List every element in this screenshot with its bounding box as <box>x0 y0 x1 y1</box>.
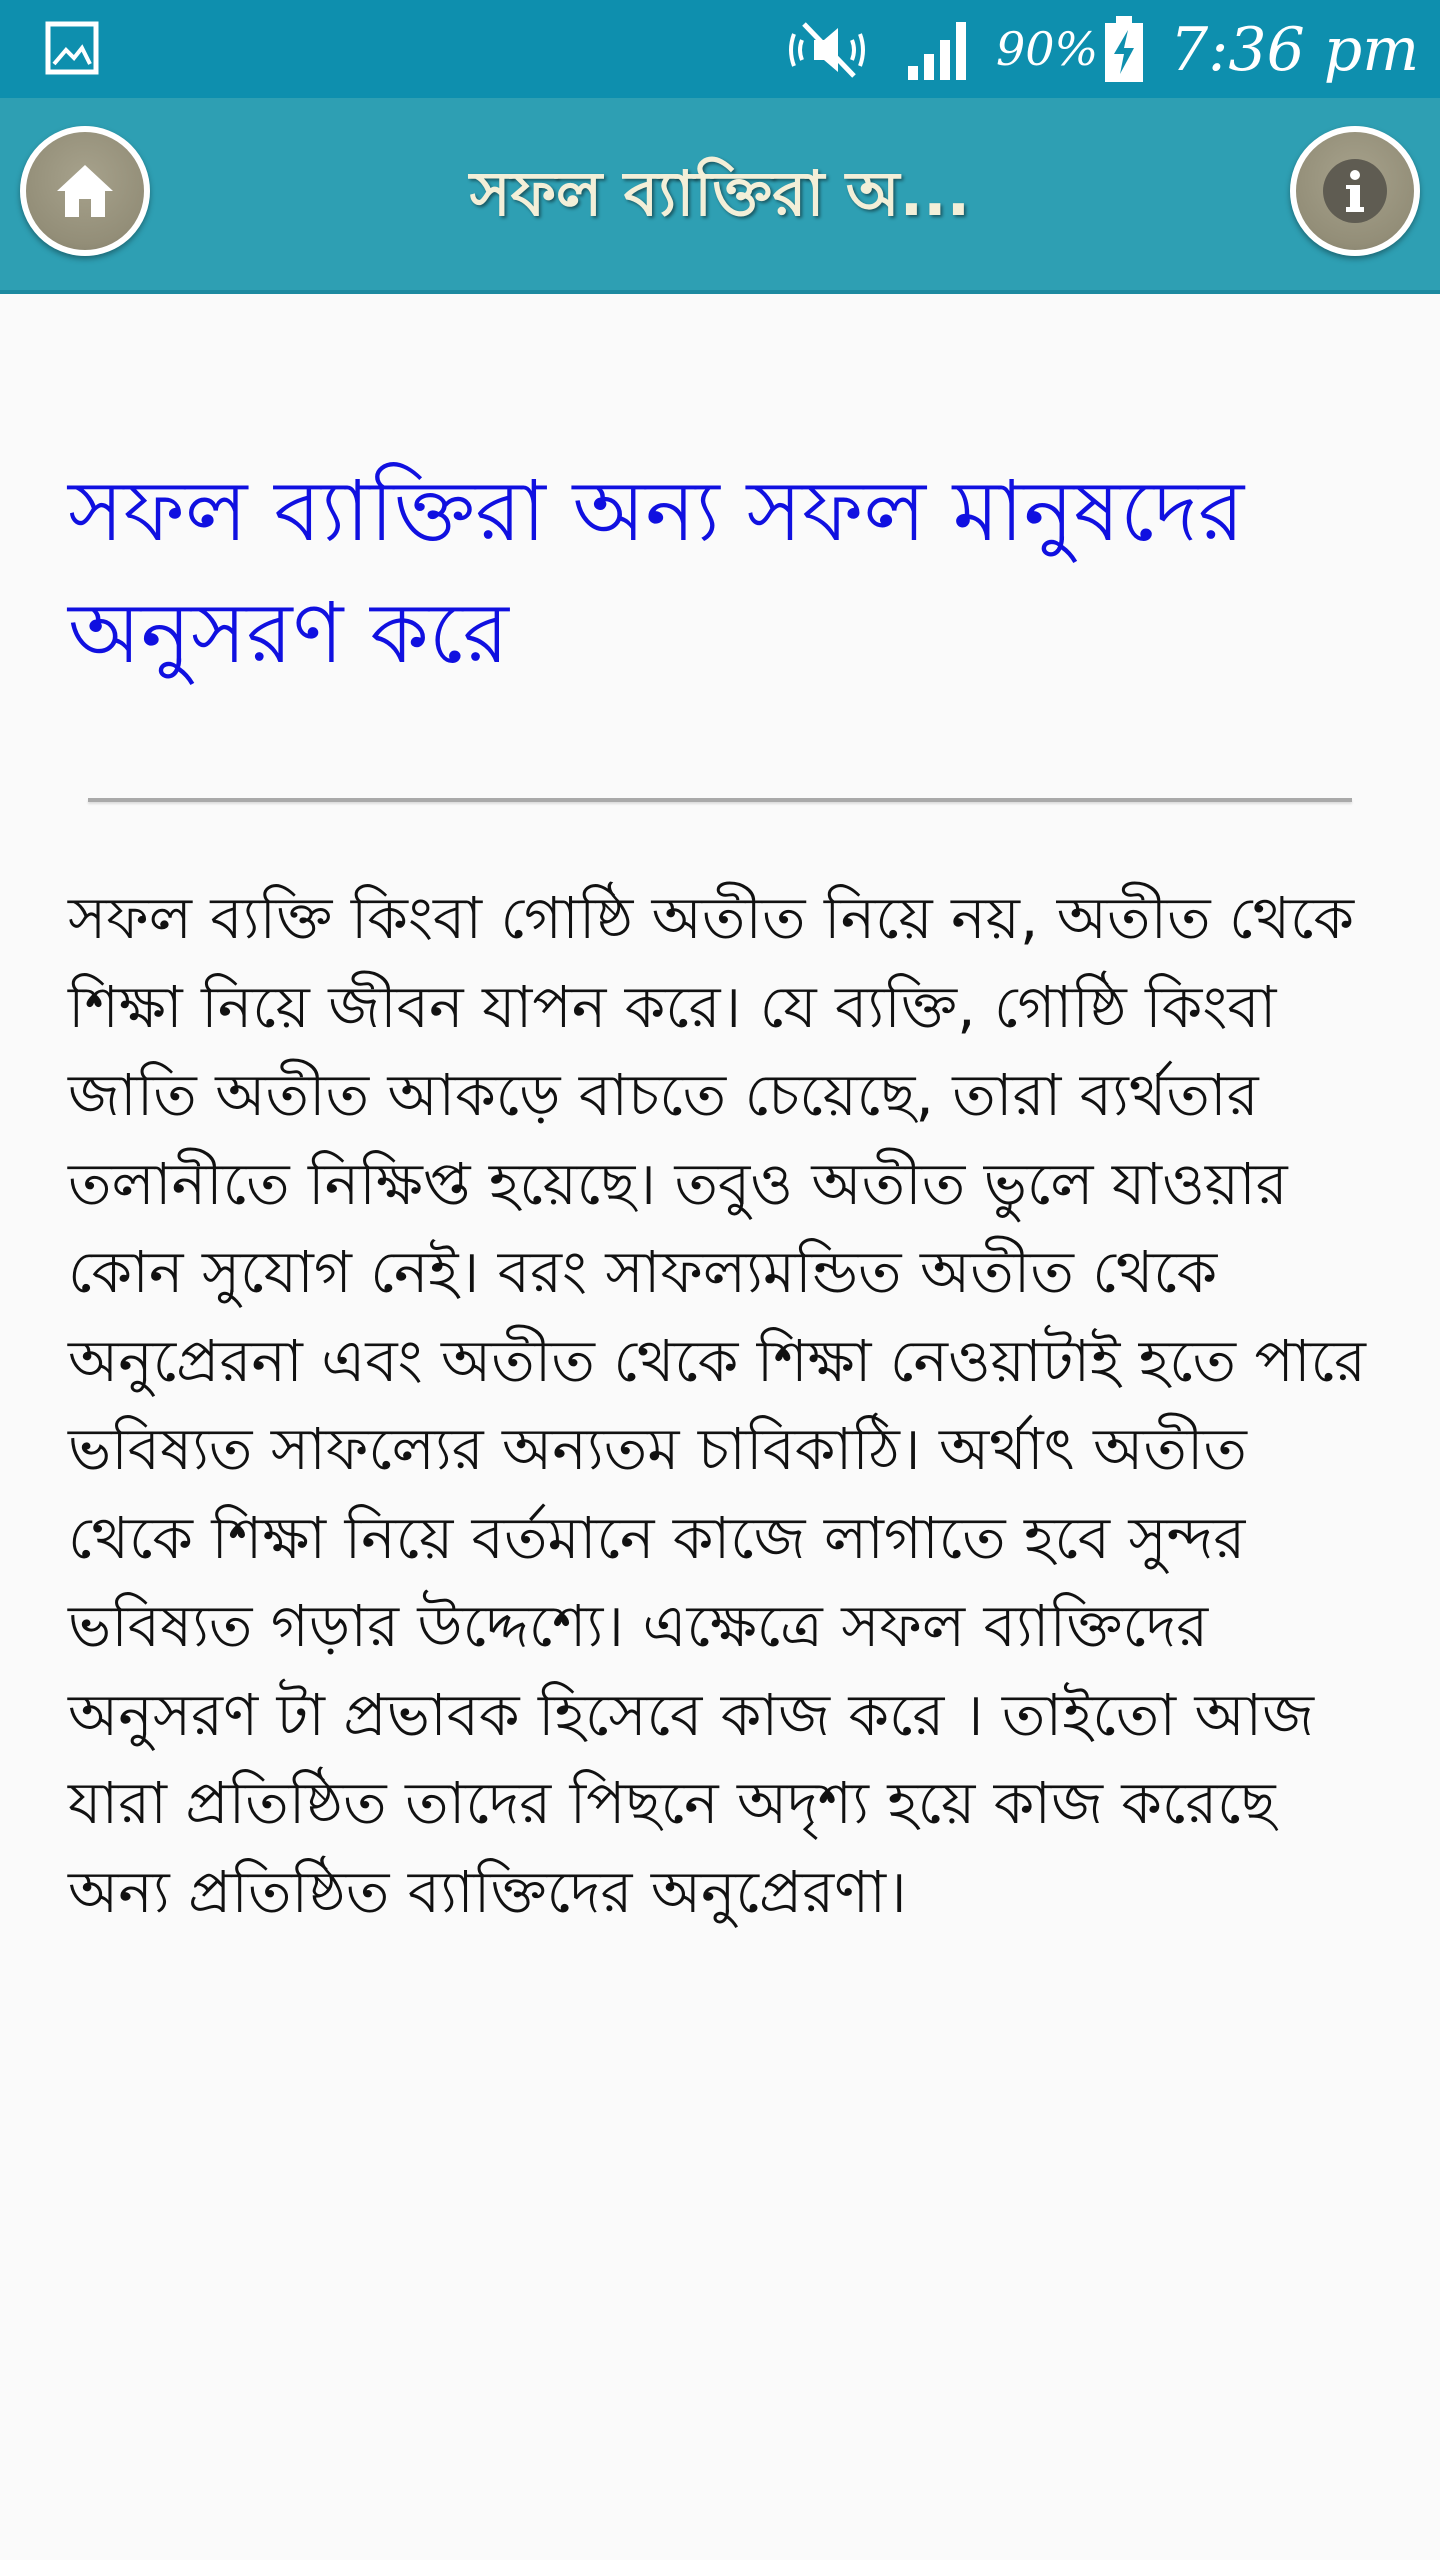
app-bar <box>0 98 1440 294</box>
status-bar <box>0 0 1440 98</box>
home-button[interactable] <box>20 126 150 256</box>
signal-icon <box>906 16 976 82</box>
mute-icon <box>780 18 876 82</box>
app-title: সফল ব্যাক্তিরা অ... <box>469 157 971 230</box>
info-button[interactable] <box>1290 126 1420 256</box>
article-body: সফল ব্যক্তি কিংবা গোষ্ঠি অতীত নিয়ে নয়, অতীত থেকে শিক্ষা নিয়ে জীবন যাপন করে। যে ব্যক্তি, গোষ্ঠি কিংবা জাতি অতীত আকড়ে বাচতে চেয়েছে, তারা ব্যর্থতার তলানীতে নিক্ষিপ্ত হয়েছে। তবুও অতীত ভুলে যাওয়ার কোন সুযোগ নেই। বরং সাফল্যমন্ডিত অতীত থেকে অনুপ্রেরনা এবং অতীত থেকে শিক্ষা নেওয়াটাই হতে পারে ভবিষ্যত সাফল্যের অন্যতম চাবিকাঠি। অর্থাৎ অতীত থেকে শিক্ষা নিয়ে বর্তমানে কাজে লাগাতে হবে সুন্দর ভবিষ্যত গড়ার উদ্দেশ্যে। এক্ষেত্রে সফল ব্যাক্তিদের অনুসরণ টা প্রভাবক হিসেবে কাজ করে । তাইতো আজ যারা প্রতিষ্ঠিত তাদের পিছনে অদৃশ্য হয়ে কাজ করেছে অন্য প্রতিষ্ঠিত ব্যাক্তিদের অনুপ্রেরণা। <box>68 884 1366 1926</box>
clock: 7:36 pm <box>1170 15 1420 85</box>
article-title: সফল ব্যাক্তিরা অন্য সফল মানুষদের অনুসরণ করে <box>68 462 1245 682</box>
divider <box>88 798 1352 802</box>
battery-charging-icon <box>1102 14 1146 84</box>
home-icon <box>53 159 117 223</box>
info-icon <box>1319 155 1391 227</box>
gallery-icon <box>44 20 100 76</box>
battery-percent: 90% <box>996 22 1099 76</box>
